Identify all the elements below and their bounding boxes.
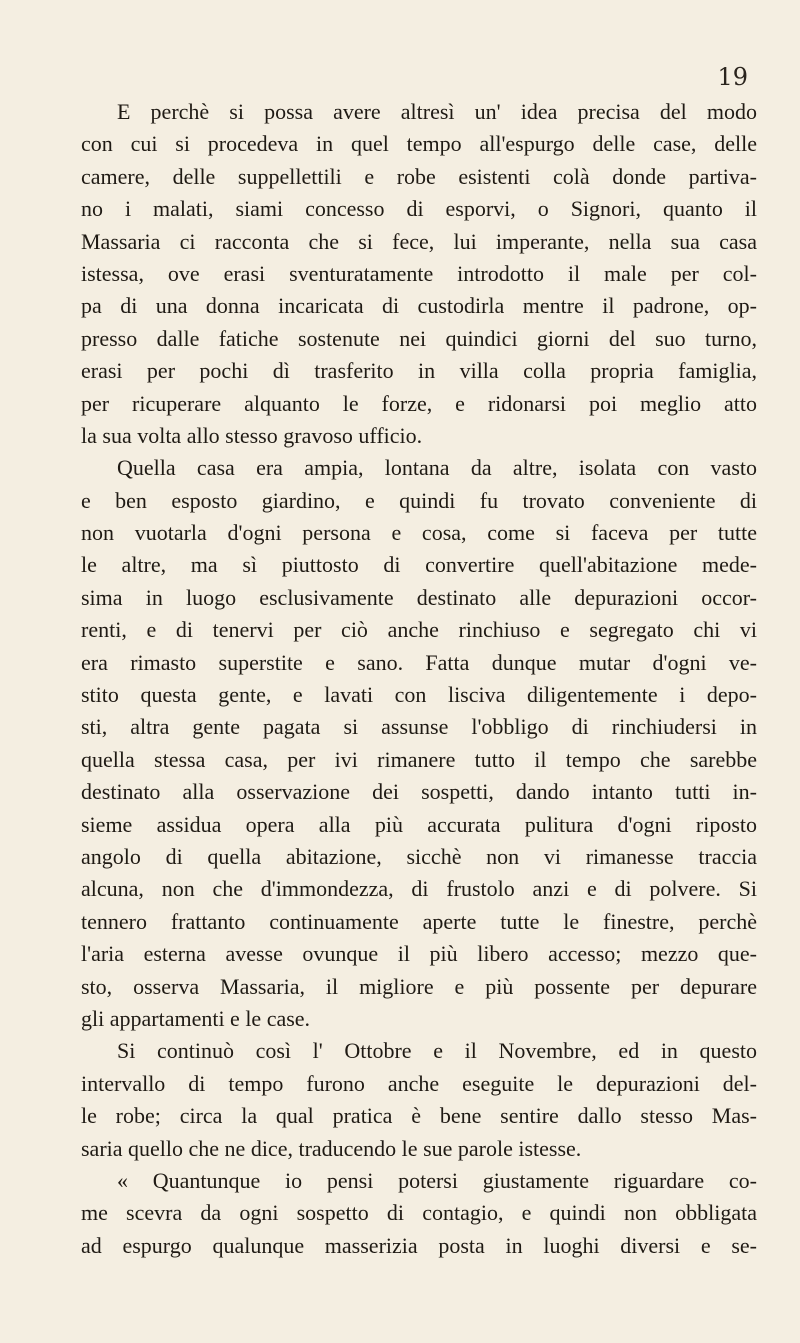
text-line: gli appartamenti e le case. xyxy=(81,1005,311,1031)
text-line: « Quantunque io pensi potersi giustamente riguardare co- xyxy=(117,1167,757,1193)
text-line: stito questa gente, e lavati con lisciva diligentemente i depo- xyxy=(81,682,757,708)
text-line: presso dalle fatiche sostenute nei quindici giorni del suo turno, xyxy=(81,325,757,351)
page-text xyxy=(81,96,757,1262)
text-line: le robe; circa la qual pratica è bene sentire dallo stesso Mas- xyxy=(81,1103,757,1129)
text-line: con cui si procedeva in quel tempo all'espurgo delle case, delle xyxy=(81,131,757,157)
text-line: non vuotarla d'ogni persona e cosa, come si faceva per tutte xyxy=(81,520,757,546)
text-line: angolo di quella abitazione, sicchè non vi rimanesse traccia xyxy=(81,843,757,869)
text-line: saria quello che ne dice, traducendo le sue parole istesse. xyxy=(81,1135,582,1161)
text-line: istessa, ove erasi sventuratamente introdotto il male per col- xyxy=(81,260,757,286)
text-line: sima in luogo esclusivamente destinato alle depurazioni occor- xyxy=(81,584,757,610)
text-line: sieme assidua opera alla più accurata pulitura d'ogni riposto xyxy=(81,811,757,837)
text-line: Si continuò così l' Ottobre e il Novembre, ed in questo xyxy=(117,1038,757,1064)
text-line: destinato alla osservazione dei sospetti, dando intanto tutti in- xyxy=(81,779,757,805)
text-line: Massaria ci racconta che si fece, lui imperante, nella sua casa xyxy=(81,228,757,254)
text-line: camere, delle suppellettili e robe esistenti colà donde partiva- xyxy=(81,163,757,189)
text-line: pa di una donna incaricata di custodirla mentre il padrone, op- xyxy=(81,293,757,319)
text-line: intervallo di tempo furono anche eseguite le depurazioni del- xyxy=(81,1070,757,1096)
text-line: le altre, ma sì piuttosto di convertire quell'abitazione mede- xyxy=(81,552,757,578)
text-line: E perchè si possa avere altresì un' idea precisa del modo xyxy=(117,99,757,124)
text-line: Quella casa era ampia, lontana da altre, isolata con vasto xyxy=(117,455,757,481)
text-line: era rimasto superstite e sano. Fatta dunque mutar d'ogni ve- xyxy=(81,649,757,675)
page-number: 19 xyxy=(717,63,748,91)
text-line: quella stessa casa, per ivi rimanere tutto il tempo che sarebbe xyxy=(81,746,757,772)
text-line: tennero frattanto continuamente aperte tutte le finestre, perchè xyxy=(81,908,757,934)
text-line: la sua volta allo stesso gravoso ufficio. xyxy=(81,422,423,448)
text-line: sti, altra gente pagata si assunse l'obbligo di rinchiudersi in xyxy=(81,714,757,740)
text-line: me scevra da ogni sospetto di contagio, e quindi non obbligata xyxy=(81,1200,757,1226)
text-line: no i malati, siami concesso di esporvi, o Signori, quanto il xyxy=(81,196,757,222)
text-line: per ricuperare alquanto le forze, e ridonarsi poi meglio atto xyxy=(81,390,757,416)
text-line: e ben esposto giardino, e quindi fu trovato conveniente di xyxy=(81,487,757,513)
text-line: ad espurgo qualunque masserizia posta in luoghi diversi e se- xyxy=(81,1232,757,1258)
text-line: renti, e di tenervi per ciò anche rinchiuso e segregato chi vi xyxy=(81,617,757,643)
text-line: erasi per pochi dì trasferito in villa colla propria famiglia, xyxy=(81,358,757,384)
text-line: l'aria esterna avesse ovunque il più libero accesso; mezzo que- xyxy=(81,941,757,967)
text-line: alcuna, non che d'immondezza, di frustolo anzi e di polvere. Si xyxy=(81,876,757,902)
text-line: sto, osserva Massaria, il migliore e più possente per depurare xyxy=(81,973,757,999)
